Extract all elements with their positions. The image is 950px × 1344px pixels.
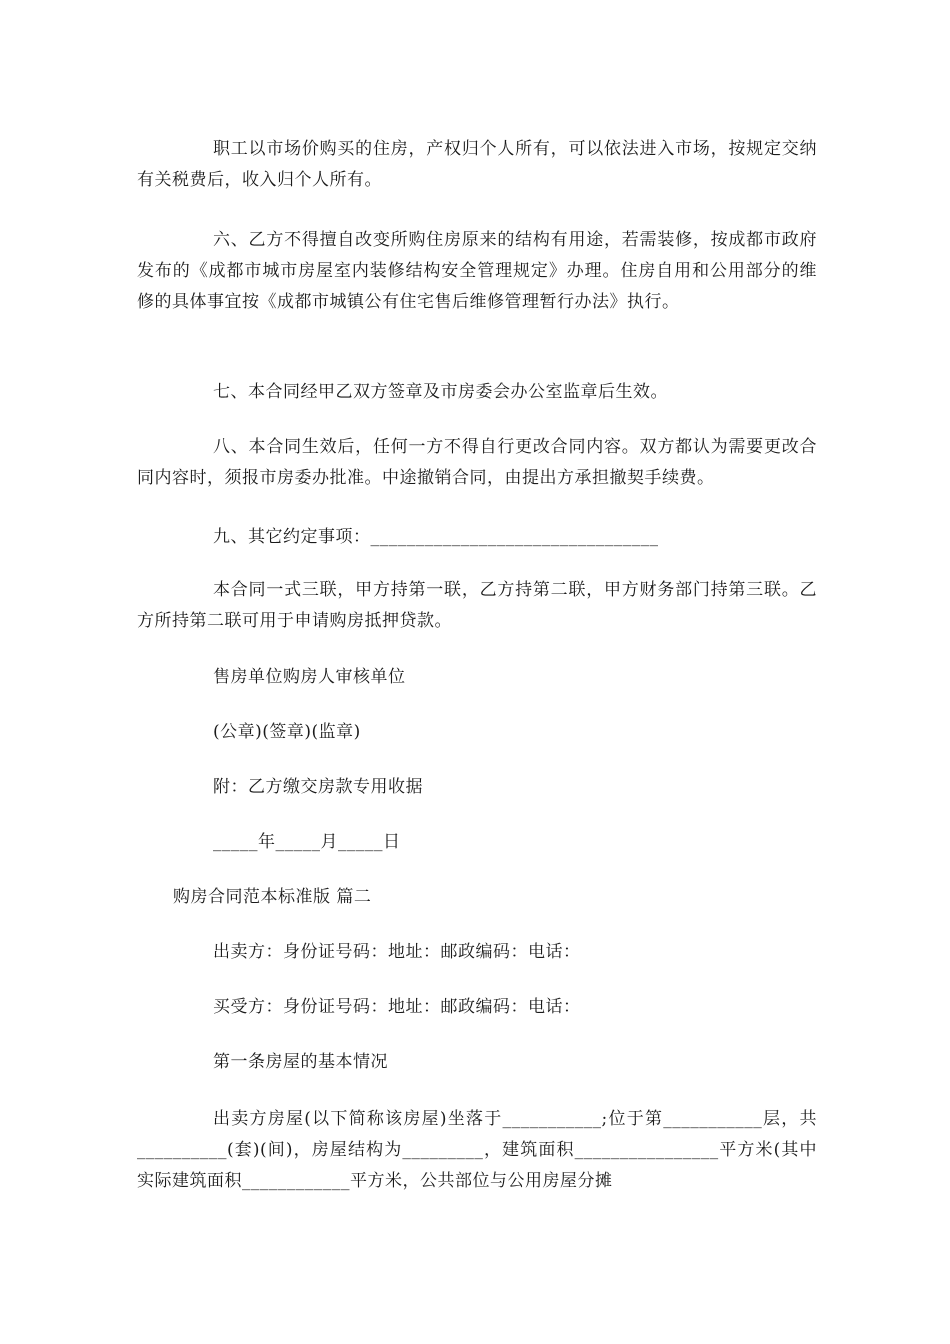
paragraph-clause-nine: 九、其它约定事项：________________________________ bbox=[213, 527, 659, 547]
paragraph-attachment: 附：乙方缴交房款专用收据 bbox=[213, 777, 423, 797]
paragraph-clause-eight: 八、本合同生效后，任何一方不得自行更改合同内容。双方都认为需要更改合同内容时，须报市房委办批准。中途撤销合同，由提出方承担撤契手续费。 bbox=[137, 437, 817, 488]
paragraph-seals: (公章)(签章)(监章) bbox=[213, 722, 361, 742]
paragraph-copies: 本合同一式三联，甲方持第一联，乙方持第二联，甲方财务部门持第三联。乙方所持第二联可用于申请购房抵押贷款。 bbox=[137, 580, 817, 631]
paragraph-article-one-title: 第一条房屋的基本情况 bbox=[213, 1052, 388, 1072]
paragraph-clause-seven: 七、本合同经甲乙双方签章及市房委会办公室监章后生效。 bbox=[213, 382, 668, 402]
paragraph-clause-six: 六、乙方不得擅自改变所购住房原来的结构有用途，若需装修，按成都市政府发布的《成都市城市房屋室内装修结构安全管理规定》办理。住房自用和公用部分的维修的具体事宜按《成都市城镇公有住宅售后维修管理暂行办法》执行。 bbox=[137, 230, 817, 312]
paragraph-private-housing: 职工以市场价购买的住房，产权归个人所有，可以依法进入市场，按规定交纳有关税费后，收入归个人所有。 bbox=[137, 139, 817, 190]
paragraph-signing-units: 售房单位购房人审核单位 bbox=[213, 667, 406, 687]
paragraph-house-details: 出卖方房屋(以下简称该房屋)坐落于___________;位于第___________层，共__________(套)(间)，房屋结构为_________，建筑面积________________平方米(其中实际建筑面积____________平方米，公共部位与公用房屋分摊 bbox=[137, 1109, 817, 1191]
paragraph-seller-info: 出卖方：身份证号码：地址：邮政编码：电话： bbox=[213, 942, 581, 962]
section-heading-part-two: 购房合同范本标准版 篇二 bbox=[173, 887, 372, 907]
paragraph-date-line: _____年_____月_____日 bbox=[213, 832, 401, 852]
paragraph-buyer-info: 买受方：身份证号码：地址：邮政编码：电话： bbox=[213, 997, 581, 1017]
